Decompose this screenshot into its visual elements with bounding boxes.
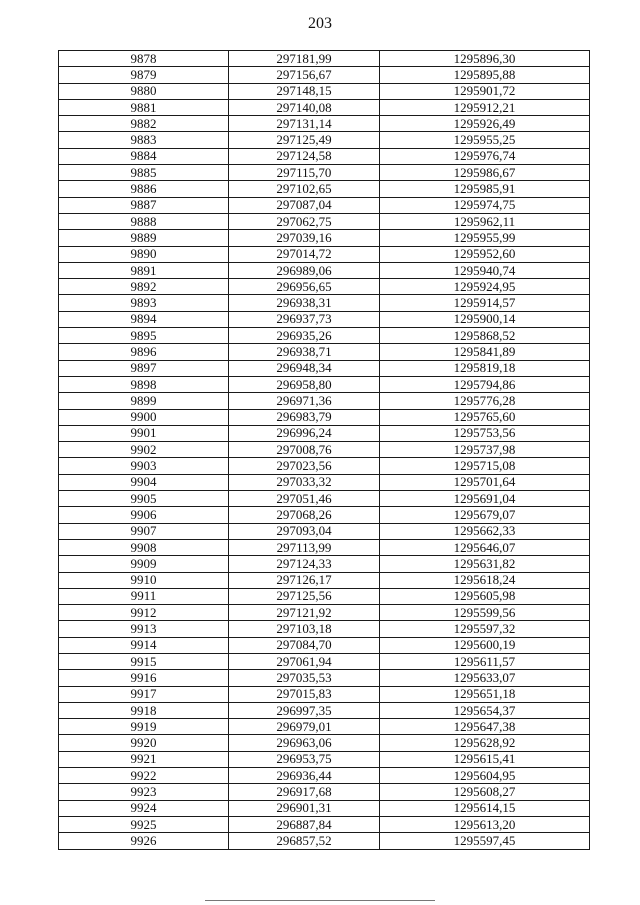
y-coordinate-cell: 1295613,20	[380, 816, 590, 832]
x-coordinate-cell: 297113,99	[229, 539, 380, 555]
point-number-cell: 9886	[59, 181, 229, 197]
point-number-cell: 9905	[59, 491, 229, 507]
point-number-cell: 9921	[59, 751, 229, 767]
x-coordinate-cell: 296937,73	[229, 311, 380, 327]
point-number-cell: 9902	[59, 442, 229, 458]
point-number-cell: 9899	[59, 393, 229, 409]
y-coordinate-cell: 1295679,07	[380, 507, 590, 523]
y-coordinate-cell: 1295900,14	[380, 311, 590, 327]
point-number-cell: 9913	[59, 621, 229, 637]
y-coordinate-cell: 1295868,52	[380, 328, 590, 344]
x-coordinate-cell: 297103,18	[229, 621, 380, 637]
x-coordinate-cell: 296983,79	[229, 409, 380, 425]
y-coordinate-cell: 1295962,11	[380, 213, 590, 229]
point-number-cell: 9892	[59, 279, 229, 295]
table-row	[59, 344, 590, 360]
point-number-cell: 9887	[59, 197, 229, 213]
y-coordinate-cell: 1295633,07	[380, 670, 590, 686]
table-row	[59, 328, 590, 344]
y-coordinate-cell: 1295955,99	[380, 230, 590, 246]
y-coordinate-cell: 1295647,38	[380, 719, 590, 735]
point-number-cell: 9922	[59, 768, 229, 784]
y-coordinate-cell: 1295611,57	[380, 653, 590, 669]
x-coordinate-cell: 296958,80	[229, 376, 380, 392]
y-coordinate-cell: 1295901,72	[380, 83, 590, 99]
point-number-cell: 9881	[59, 99, 229, 115]
point-number-cell: 9882	[59, 116, 229, 132]
x-coordinate-cell: 296953,75	[229, 751, 380, 767]
point-number-cell: 9897	[59, 360, 229, 376]
table-row	[59, 637, 590, 653]
point-number-cell: 9891	[59, 262, 229, 278]
x-coordinate-cell: 297102,65	[229, 181, 380, 197]
table-row	[59, 132, 590, 148]
point-number-cell: 9884	[59, 148, 229, 164]
point-number-cell: 9894	[59, 311, 229, 327]
x-coordinate-cell: 296936,44	[229, 768, 380, 784]
point-number-cell: 9885	[59, 165, 229, 181]
x-coordinate-cell: 296935,26	[229, 328, 380, 344]
table-row	[59, 702, 590, 718]
table-row	[59, 67, 590, 83]
table-row	[59, 409, 590, 425]
x-coordinate-cell: 297084,70	[229, 637, 380, 653]
y-coordinate-cell: 1295691,04	[380, 491, 590, 507]
y-coordinate-cell: 1295615,41	[380, 751, 590, 767]
table-row	[59, 83, 590, 99]
point-number-cell: 9888	[59, 213, 229, 229]
table-row	[59, 51, 590, 67]
x-coordinate-cell: 296901,31	[229, 800, 380, 816]
x-coordinate-cell: 296989,06	[229, 262, 380, 278]
x-coordinate-cell: 297033,32	[229, 474, 380, 490]
y-coordinate-cell: 1295597,32	[380, 621, 590, 637]
point-number-cell: 9908	[59, 539, 229, 555]
x-coordinate-cell: 297015,83	[229, 686, 380, 702]
y-coordinate-cell: 1295662,33	[380, 523, 590, 539]
y-coordinate-cell: 1295926,49	[380, 116, 590, 132]
table-row	[59, 833, 590, 849]
y-coordinate-cell: 1295701,64	[380, 474, 590, 490]
x-coordinate-cell: 296917,68	[229, 784, 380, 800]
x-coordinate-cell: 296938,31	[229, 295, 380, 311]
table-row	[59, 279, 590, 295]
table-row	[59, 784, 590, 800]
y-coordinate-cell: 1295985,91	[380, 181, 590, 197]
table-row	[59, 523, 590, 539]
point-number-cell: 9901	[59, 425, 229, 441]
point-number-cell: 9879	[59, 67, 229, 83]
x-coordinate-cell: 296971,36	[229, 393, 380, 409]
y-coordinate-cell: 1295628,92	[380, 735, 590, 751]
x-coordinate-cell: 297115,70	[229, 165, 380, 181]
point-number-cell: 9878	[59, 51, 229, 67]
point-number-cell: 9893	[59, 295, 229, 311]
x-coordinate-cell: 297131,14	[229, 116, 380, 132]
y-coordinate-cell: 1295715,08	[380, 458, 590, 474]
x-coordinate-cell: 296938,71	[229, 344, 380, 360]
y-coordinate-cell: 1295912,21	[380, 99, 590, 115]
point-number-cell: 9880	[59, 83, 229, 99]
point-number-cell: 9910	[59, 572, 229, 588]
table-row	[59, 246, 590, 262]
y-coordinate-cell: 1295976,74	[380, 148, 590, 164]
point-number-cell: 9889	[59, 230, 229, 246]
x-coordinate-cell: 296948,34	[229, 360, 380, 376]
point-number-cell: 9926	[59, 833, 229, 849]
y-coordinate-cell: 1295914,57	[380, 295, 590, 311]
table-row	[59, 376, 590, 392]
point-number-cell: 9916	[59, 670, 229, 686]
table-row	[59, 670, 590, 686]
y-coordinate-cell: 1295651,18	[380, 686, 590, 702]
table-row	[59, 197, 590, 213]
x-coordinate-cell: 296997,35	[229, 702, 380, 718]
table-row	[59, 556, 590, 572]
table-row	[59, 230, 590, 246]
point-number-cell: 9923	[59, 784, 229, 800]
table-row	[59, 458, 590, 474]
x-coordinate-cell: 297181,99	[229, 51, 380, 67]
y-coordinate-cell: 1295776,28	[380, 393, 590, 409]
point-number-cell: 9920	[59, 735, 229, 751]
x-coordinate-cell: 297068,26	[229, 507, 380, 523]
point-number-cell: 9919	[59, 719, 229, 735]
y-coordinate-cell: 1295597,45	[380, 833, 590, 849]
table-row	[59, 116, 590, 132]
table-row	[59, 474, 590, 490]
point-number-cell: 9907	[59, 523, 229, 539]
point-number-cell: 9911	[59, 588, 229, 604]
x-coordinate-cell: 296887,84	[229, 816, 380, 832]
table-row	[59, 719, 590, 735]
point-number-cell: 9883	[59, 132, 229, 148]
table-row	[59, 425, 590, 441]
y-coordinate-cell: 1295604,95	[380, 768, 590, 784]
x-coordinate-cell: 297140,08	[229, 99, 380, 115]
x-coordinate-cell: 297061,94	[229, 653, 380, 669]
y-coordinate-cell: 1295614,15	[380, 800, 590, 816]
table-row	[59, 262, 590, 278]
x-coordinate-cell: 297023,56	[229, 458, 380, 474]
table-row	[59, 393, 590, 409]
x-coordinate-cell: 296857,52	[229, 833, 380, 849]
x-coordinate-cell: 297156,67	[229, 67, 380, 83]
table-row	[59, 181, 590, 197]
table-row	[59, 800, 590, 816]
table-row	[59, 507, 590, 523]
y-coordinate-cell: 1295605,98	[380, 588, 590, 604]
table-row	[59, 360, 590, 376]
y-coordinate-cell: 1295753,56	[380, 425, 590, 441]
x-coordinate-cell: 297121,92	[229, 605, 380, 621]
point-number-cell: 9906	[59, 507, 229, 523]
x-coordinate-cell: 297035,53	[229, 670, 380, 686]
table-row	[59, 735, 590, 751]
x-coordinate-cell: 297124,33	[229, 556, 380, 572]
point-number-cell: 9915	[59, 653, 229, 669]
x-coordinate-cell: 297008,76	[229, 442, 380, 458]
table-row	[59, 99, 590, 115]
x-coordinate-cell: 297125,56	[229, 588, 380, 604]
y-coordinate-cell: 1295896,30	[380, 51, 590, 67]
table-row	[59, 295, 590, 311]
y-coordinate-cell: 1295974,75	[380, 197, 590, 213]
x-coordinate-cell: 296979,01	[229, 719, 380, 735]
x-coordinate-cell: 296963,06	[229, 735, 380, 751]
point-number-cell: 9924	[59, 800, 229, 816]
page-number: 203	[308, 15, 332, 32]
x-coordinate-cell: 297126,17	[229, 572, 380, 588]
point-number-cell: 9896	[59, 344, 229, 360]
table-row	[59, 491, 590, 507]
y-coordinate-cell: 1295986,67	[380, 165, 590, 181]
point-number-cell: 9900	[59, 409, 229, 425]
point-number-cell: 9912	[59, 605, 229, 621]
point-number-cell: 9918	[59, 702, 229, 718]
point-number-cell: 9925	[59, 816, 229, 832]
x-coordinate-cell: 297014,72	[229, 246, 380, 262]
y-coordinate-cell: 1295895,88	[380, 67, 590, 83]
y-coordinate-cell: 1295618,24	[380, 572, 590, 588]
footer-divider	[205, 900, 435, 901]
table-row	[59, 686, 590, 702]
coordinates-table	[58, 50, 590, 850]
table-row	[59, 213, 590, 229]
x-coordinate-cell: 297148,15	[229, 83, 380, 99]
y-coordinate-cell: 1295765,60	[380, 409, 590, 425]
y-coordinate-cell: 1295608,27	[380, 784, 590, 800]
table-row	[59, 539, 590, 555]
table-row	[59, 442, 590, 458]
x-coordinate-cell: 297087,04	[229, 197, 380, 213]
table-row	[59, 621, 590, 637]
table-row	[59, 148, 590, 164]
y-coordinate-cell: 1295952,60	[380, 246, 590, 262]
table-row	[59, 588, 590, 604]
point-number-cell: 9904	[59, 474, 229, 490]
coordinates-table-body	[59, 51, 590, 850]
point-number-cell: 9898	[59, 376, 229, 392]
table-row	[59, 768, 590, 784]
x-coordinate-cell: 297039,16	[229, 230, 380, 246]
point-number-cell: 9914	[59, 637, 229, 653]
y-coordinate-cell: 1295924,95	[380, 279, 590, 295]
point-number-cell: 9909	[59, 556, 229, 572]
y-coordinate-cell: 1295654,37	[380, 702, 590, 718]
y-coordinate-cell: 1295955,25	[380, 132, 590, 148]
point-number-cell: 9903	[59, 458, 229, 474]
table-row	[59, 653, 590, 669]
y-coordinate-cell: 1295819,18	[380, 360, 590, 376]
x-coordinate-cell: 296996,24	[229, 425, 380, 441]
y-coordinate-cell: 1295737,98	[380, 442, 590, 458]
table-row	[59, 311, 590, 327]
table-row	[59, 165, 590, 181]
point-number-cell: 9895	[59, 328, 229, 344]
x-coordinate-cell: 297125,49	[229, 132, 380, 148]
y-coordinate-cell: 1295841,89	[380, 344, 590, 360]
y-coordinate-cell: 1295646,07	[380, 539, 590, 555]
table-row	[59, 751, 590, 767]
x-coordinate-cell: 297051,46	[229, 491, 380, 507]
y-coordinate-cell: 1295599,56	[380, 605, 590, 621]
point-number-cell: 9890	[59, 246, 229, 262]
x-coordinate-cell: 297062,75	[229, 213, 380, 229]
y-coordinate-cell: 1295631,82	[380, 556, 590, 572]
x-coordinate-cell: 297093,04	[229, 523, 380, 539]
table-row	[59, 605, 590, 621]
y-coordinate-cell: 1295940,74	[380, 262, 590, 278]
table-row	[59, 816, 590, 832]
x-coordinate-cell: 297124,58	[229, 148, 380, 164]
y-coordinate-cell: 1295600,19	[380, 637, 590, 653]
x-coordinate-cell: 296956,65	[229, 279, 380, 295]
point-number-cell: 9917	[59, 686, 229, 702]
table-row	[59, 572, 590, 588]
y-coordinate-cell: 1295794,86	[380, 376, 590, 392]
